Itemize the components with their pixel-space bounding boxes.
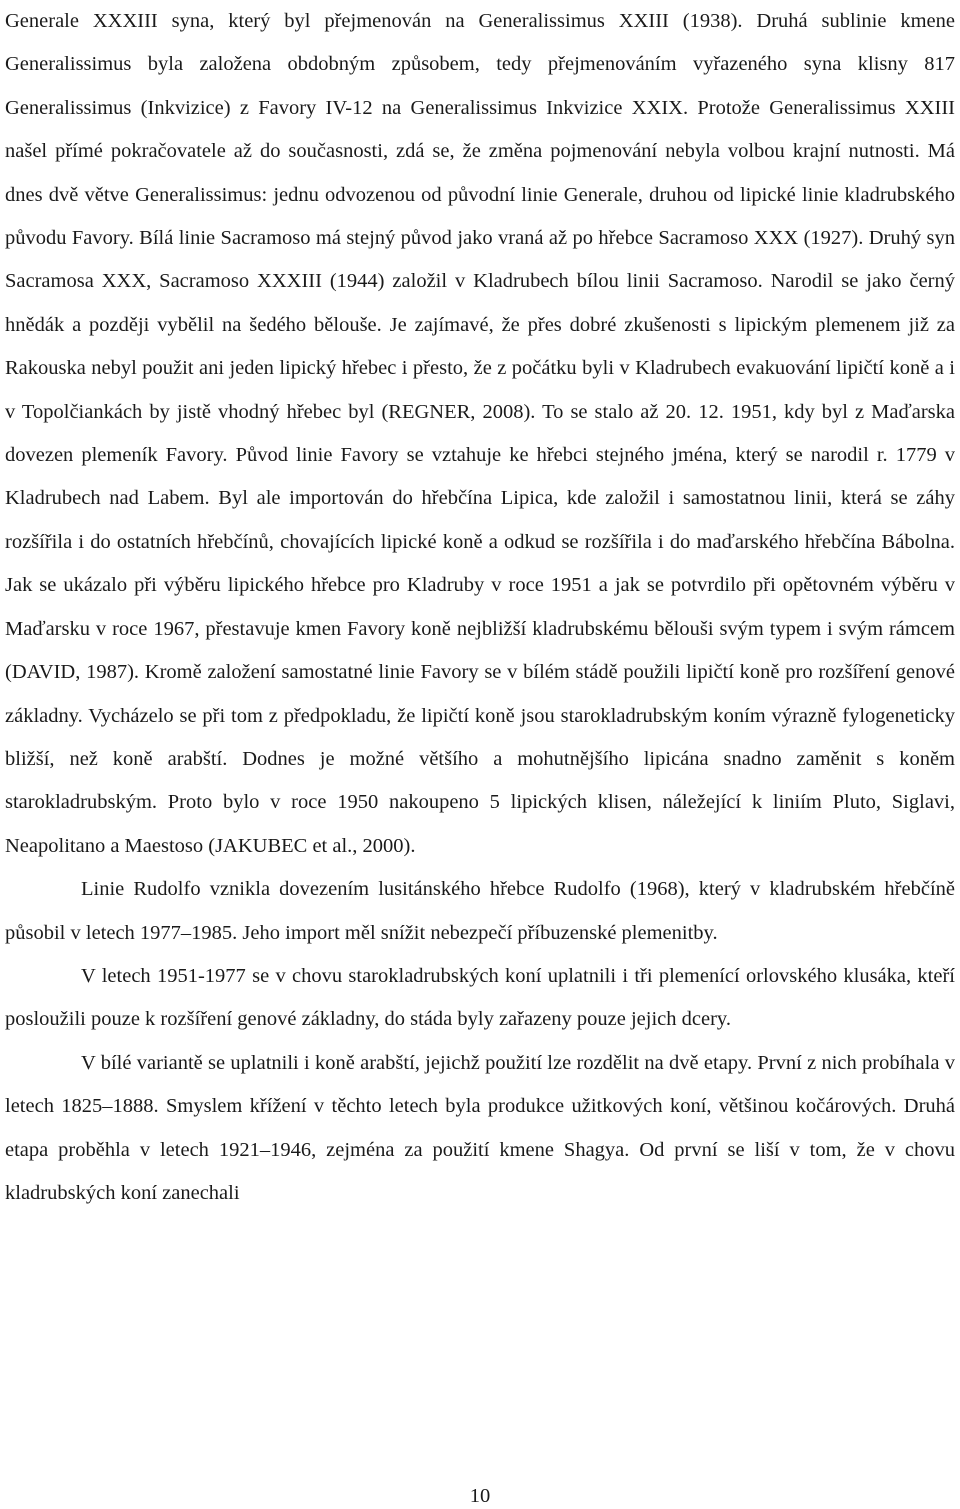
- paragraph-2: Linie Rudolfo vznikla dovezením lusitánského hřebce Rudolfo (1968), který v kladrubském hřebčíně působil v letech 1977–1985. Jeho import měl snížit nebezpečí příbuzenské plemenitby.: [5, 878, 955, 944]
- document-page: [5, 0, 955, 1215]
- paragraph-3: V letech 1951-1977 se v chovu starokladrubských koní uplatnili i tři plemenící orlovského klusáka, kteří posloužili pouze k rozšíření genové základny, do stáda byly zařazeny pouze jejich dcery.: [5, 964, 955, 1031]
- paragraph-4: V bílé variantě se uplatnili i koně arabští, jejichž použití lze rozdělit na dvě etapy. První z nich probíhala v letech 1825–1888. Smyslem křížení v těchto letech byla produkce užitkových koní, většinou kočárových. Druhá etapa proběhla v letech 1921–1946, zejména za použití kmene Shagya. Od první se liší v tom, že v chovu kladrubských koní zanechali: [5, 1051, 955, 1204]
- page-number: 10: [469, 1485, 491, 1507]
- paragraph-1: Generale XXXIII syna, který byl přejmenován na Generalissimus XXIII (1938). Druhá sublinie kmene Generalissimus byla založena obdobným způsobem, tedy přejmenováním vyřazeného syna klisny 817 Generalissimus (Inkvizice) z Favory IV-12 na Generalissimus Inkvizice XXIX. Protože Generalissimus XXIII našel přímé pokračovatele až do současnosti, zdá se, že změna pojmenování nebyla volbou krajní nutnosti. Má dnes dvě větve Generalissimus: jednu odvozenou od původní linie Generale, druhou od lipické linie kladrubského původu Favory. Bílá linie Sacramoso má stejný původ jako vraná až po hřebce Sacramoso XXX (1927). Druhý syn Sacramosa XXX, Sacramoso XXXIII (1944) založil v Kladrubech bílou linii Sacramoso. Narodil se jako černý hnědák a později vybělil na šedého bělouše. Je zajímavé, že přes dobré zkušenosti s lipickým plemenem již za Rakouska nebyl použit ani jeden lipický hřebec i přesto, že z počátku byli v Kladrubech evakuování lipičtí koně a i v Topolčiankách by jistě vhodný hřebec byl (REGNER, 2008). To se stalo až 20. 12. 1951, kdy byl z Maďarska dovezen plemeník Favory. Původ linie Favory se vztahuje ke hřebci stejného jména, který se narodil r. 1779 v Kladrubech nad Labem. Byl ale importován do hřebčína Lipica, kde založil i samostatnou linii, která se záhy rozšířila i do ostatních hřebčínů, chovajících lipické koně a odkud se rozšířila i do maďarského hřebčína Bábolna. Jak se ukázalo při výběru lipického hřebce pro Kladruby v roce 1951 a jak se potvrdilo při opětovném výběru v Maďarsku v roce 1967, přestavuje kmen Favory koně nejbližší kladrubskému bělouši svým typem i svým rámcem (DAVID, 1987). Kromě založení samostatné linie Favory se v bílém stádě použili lipičtí koně pro rozšíření genové základny. Vycházelo se při tom z předpokladu, že lipičtí koně jsou starokladrubským koním výrazně fylogeneticky bližší, než koně arabští. Dodnes je možné většího a mohutnějšího lipicána snadno zaměnit s koněm starokladrubským. Proto bylo v roce 1950 nakoupeno 5 lipických klisen, náležející k liniím Pluto, Siglavi, Neapolitano a Maestoso (JAKUBEC et al., 2000).: [5, 10, 955, 857]
